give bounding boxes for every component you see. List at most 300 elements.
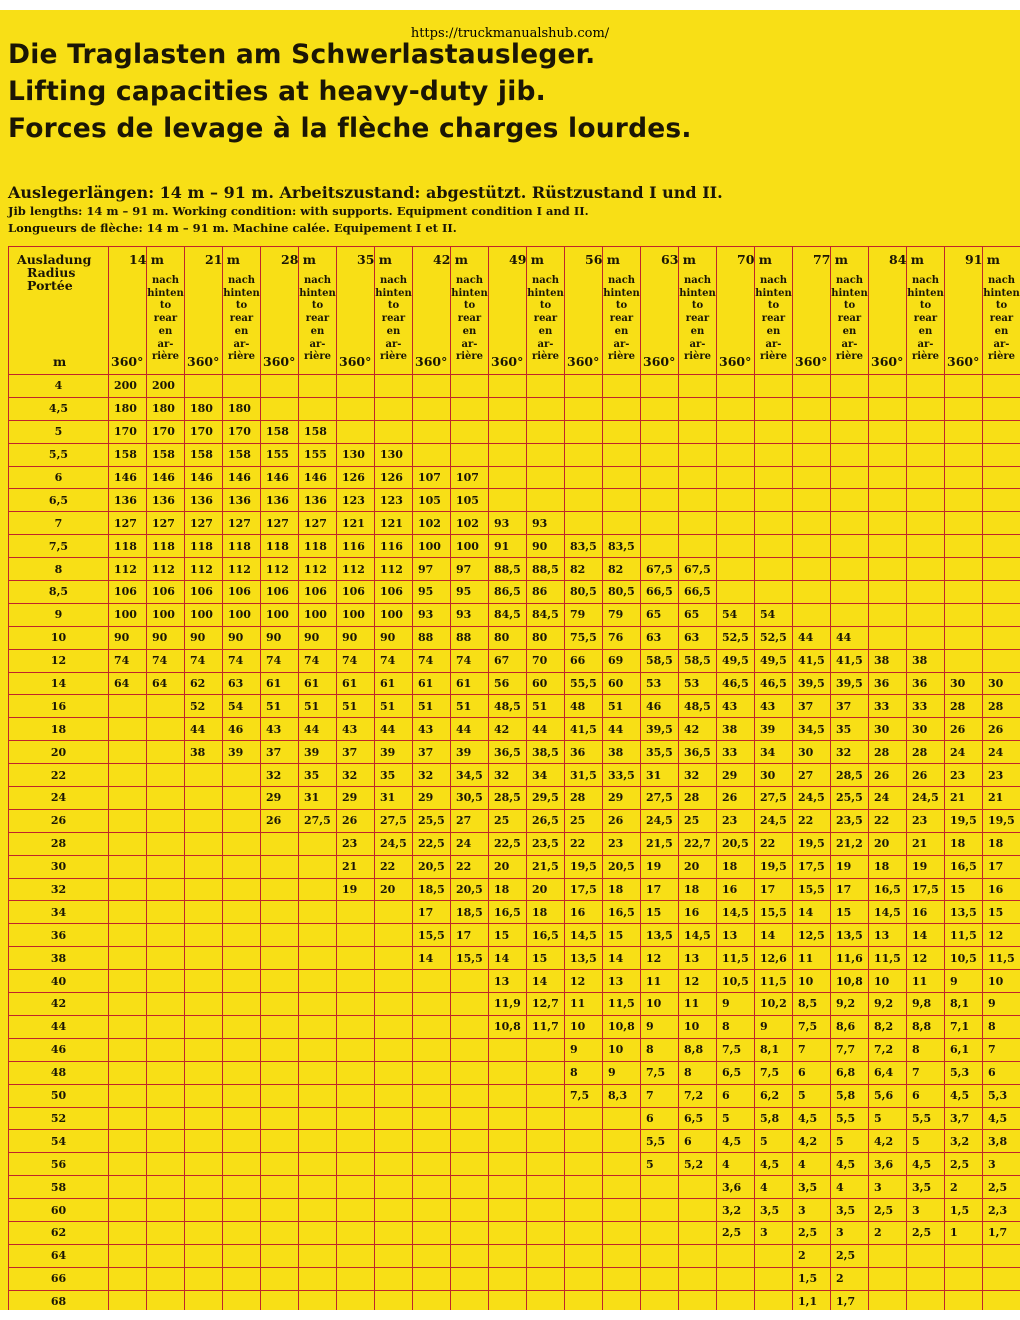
jib-360-header bbox=[185, 247, 240, 375]
capacity-cell bbox=[337, 924, 375, 947]
capacity-cell bbox=[413, 1244, 451, 1267]
capacity-cell bbox=[185, 1267, 223, 1290]
capacity-cell: 180 bbox=[185, 397, 223, 420]
capacity-cell bbox=[679, 535, 717, 558]
rear-word: ar- bbox=[157, 338, 174, 350]
capacity-cell bbox=[109, 1061, 147, 1084]
capacity-cell: 112 bbox=[299, 558, 337, 581]
capacity-cell: 74 bbox=[299, 649, 337, 672]
rear-word: rière bbox=[987, 351, 1016, 363]
capacity-cell bbox=[565, 1176, 603, 1199]
capacity-cell: 76 bbox=[603, 626, 641, 649]
capacity-cell: 9,8 bbox=[907, 993, 945, 1016]
capacity-cell bbox=[945, 420, 983, 443]
capacity-cell bbox=[907, 375, 945, 398]
rear-word: ar- bbox=[689, 338, 706, 350]
jib-360-header bbox=[109, 247, 164, 375]
capacity-cell bbox=[299, 1290, 337, 1310]
capacity-cell bbox=[603, 1153, 641, 1176]
capacity-cell: 158 bbox=[147, 443, 185, 466]
capacity-cell: 2,5 bbox=[983, 1176, 1020, 1199]
capacity-cell: 12 bbox=[641, 947, 679, 970]
capacity-cell: 60 bbox=[527, 672, 565, 695]
rear-word: rière bbox=[303, 351, 332, 363]
capacity-cell bbox=[413, 443, 451, 466]
capacity-cell bbox=[375, 924, 413, 947]
capacity-cell: 16 bbox=[565, 901, 603, 924]
capacity-cell: 67,5 bbox=[641, 558, 679, 581]
capacity-cell bbox=[147, 695, 185, 718]
capacity-cell bbox=[147, 809, 185, 832]
capacity-cell: 23 bbox=[717, 809, 755, 832]
capacity-cell: 12,5 bbox=[793, 924, 831, 947]
capacity-cell: 19 bbox=[641, 855, 679, 878]
capacity-cell bbox=[793, 443, 831, 466]
capacity-cell: 80,5 bbox=[565, 581, 603, 604]
capacity-cell bbox=[983, 603, 1020, 626]
capacity-cell: 200 bbox=[109, 375, 147, 398]
capacity-cell bbox=[831, 489, 869, 512]
capacity-cell bbox=[185, 787, 223, 810]
capacity-cell: 2 bbox=[869, 1221, 907, 1244]
capacity-cell: 35 bbox=[375, 764, 413, 787]
capacity-cell: 30 bbox=[945, 672, 983, 695]
radius-cell: 24 bbox=[9, 787, 109, 810]
capacity-cell bbox=[413, 375, 451, 398]
capacity-cell: 97 bbox=[451, 558, 489, 581]
capacity-cell bbox=[755, 535, 793, 558]
capacity-cell: 83,5 bbox=[603, 535, 641, 558]
capacity-cell bbox=[793, 581, 831, 604]
rear-word: rière bbox=[531, 351, 560, 363]
capacity-cell: 127 bbox=[109, 512, 147, 535]
capacity-cell: 39 bbox=[375, 741, 413, 764]
capacity-cell: 8 bbox=[717, 1015, 755, 1038]
capacity-cell bbox=[147, 855, 185, 878]
radius-cell: 36 bbox=[9, 924, 109, 947]
capacity-cell: 20,5 bbox=[413, 855, 451, 878]
capacity-cell: 7 bbox=[641, 1084, 679, 1107]
radius-cell: 6,5 bbox=[9, 489, 109, 512]
capacity-cell: 7,5 bbox=[641, 1061, 679, 1084]
rear-word: en bbox=[614, 325, 629, 337]
table-row bbox=[9, 901, 1020, 924]
jib-rear-header bbox=[527, 247, 565, 375]
capacity-cell bbox=[299, 993, 337, 1016]
radius-cell: 7,5 bbox=[9, 535, 109, 558]
radius-cell: 26 bbox=[9, 809, 109, 832]
capacity-cell: 74 bbox=[223, 649, 261, 672]
capacity-cell bbox=[337, 420, 375, 443]
capacity-cell: 29 bbox=[603, 787, 641, 810]
capacity-cell bbox=[185, 855, 223, 878]
table-row bbox=[9, 466, 1020, 489]
capacity-cell: 7 bbox=[907, 1061, 945, 1084]
capacity-cell: 106 bbox=[299, 581, 337, 604]
radius-header bbox=[9, 247, 109, 375]
capacity-cell: 11,5 bbox=[869, 947, 907, 970]
capacity-cell: 19 bbox=[907, 855, 945, 878]
capacity-cell bbox=[109, 901, 147, 924]
capacity-cell bbox=[261, 1153, 299, 1176]
capacity-cell: 127 bbox=[299, 512, 337, 535]
capacity-cell bbox=[945, 649, 983, 672]
capacity-cell bbox=[261, 397, 299, 420]
radius-cell: 28 bbox=[9, 832, 109, 855]
rear-word: hinten bbox=[375, 287, 412, 299]
rear-word: nach bbox=[379, 275, 408, 286]
capacity-cell: 16 bbox=[983, 878, 1020, 901]
capacity-cell: 24,5 bbox=[641, 809, 679, 832]
capacity-cell: 180 bbox=[147, 397, 185, 420]
capacity-cell bbox=[299, 375, 337, 398]
capacity-cell bbox=[223, 1244, 261, 1267]
capacity-cell: 10,8 bbox=[603, 1015, 641, 1038]
capacity-cell bbox=[489, 397, 527, 420]
capacity-cell bbox=[489, 1199, 527, 1222]
capacity-cell bbox=[717, 512, 755, 535]
jib-360-header bbox=[261, 247, 316, 375]
capacity-cell bbox=[869, 375, 907, 398]
capacity-cell bbox=[679, 443, 717, 466]
capacity-cell: 26 bbox=[869, 764, 907, 787]
capacity-cell: 8 bbox=[907, 1038, 945, 1061]
capacity-cell: 106 bbox=[185, 581, 223, 604]
jib-length-label: 42 m bbox=[433, 252, 468, 267]
capacity-cell: 66,5 bbox=[641, 581, 679, 604]
capacity-cell: 6,1 bbox=[945, 1038, 983, 1061]
capacity-cell: 30,5 bbox=[451, 787, 489, 810]
capacity-cell: 8 bbox=[641, 1038, 679, 1061]
capacity-cell: 10,8 bbox=[831, 970, 869, 993]
capacity-cell: 5,3 bbox=[983, 1084, 1020, 1107]
capacity-cell: 13,5 bbox=[641, 924, 679, 947]
capacity-cell: 3,5 bbox=[793, 1176, 831, 1199]
capacity-cell bbox=[147, 741, 185, 764]
capacity-cell: 18 bbox=[527, 901, 565, 924]
jib-length-label: 70 m bbox=[737, 252, 772, 267]
capacity-cell: 146 bbox=[185, 466, 223, 489]
rear-word: nach bbox=[835, 275, 864, 286]
rear-word: en bbox=[462, 325, 477, 337]
capacity-cell bbox=[717, 581, 755, 604]
capacity-cell: 36,5 bbox=[679, 741, 717, 764]
rear-word: rear bbox=[761, 313, 786, 325]
capacity-cell bbox=[793, 535, 831, 558]
capacity-cell bbox=[907, 1267, 945, 1290]
capacity-cell bbox=[565, 1153, 603, 1176]
capacity-cell bbox=[147, 1130, 185, 1153]
capacity-cell: 7,5 bbox=[755, 1061, 793, 1084]
capacity-cell: 100 bbox=[337, 603, 375, 626]
capacity-cell: 62 bbox=[185, 672, 223, 695]
rear-word: ar- bbox=[461, 338, 478, 350]
capacity-cell: 1,5 bbox=[945, 1199, 983, 1222]
capacity-cell bbox=[261, 878, 299, 901]
radius-cell: 30 bbox=[9, 855, 109, 878]
capacity-cell: 12 bbox=[565, 970, 603, 993]
capacity-cell: 14 bbox=[603, 947, 641, 970]
capacity-cell bbox=[147, 947, 185, 970]
capacity-cell bbox=[451, 397, 489, 420]
capacity-cell bbox=[489, 1290, 527, 1310]
capacity-cell: 127 bbox=[261, 512, 299, 535]
rear-word: nach bbox=[911, 275, 940, 286]
capacity-cell: 18,5 bbox=[451, 901, 489, 924]
capacity-cell bbox=[755, 581, 793, 604]
capacity-cell: 20,5 bbox=[451, 878, 489, 901]
table-row bbox=[9, 787, 1020, 810]
capacity-cell bbox=[337, 1038, 375, 1061]
capacity-cell: 64 bbox=[147, 672, 185, 695]
jib-360-header bbox=[869, 247, 924, 375]
capacity-cell bbox=[261, 970, 299, 993]
capacity-cell bbox=[261, 1084, 299, 1107]
capacity-cell bbox=[261, 993, 299, 1016]
capacity-cell: 90 bbox=[299, 626, 337, 649]
capacity-cell bbox=[717, 375, 755, 398]
jib-rear-header bbox=[375, 247, 413, 375]
capacity-cell: 61 bbox=[451, 672, 489, 695]
capacity-cell: 11,5 bbox=[717, 947, 755, 970]
jib-length-label: 84 m bbox=[889, 252, 924, 267]
capacity-cell bbox=[337, 1130, 375, 1153]
radius-cell: 68 bbox=[9, 1290, 109, 1310]
capacity-cell: 3,2 bbox=[717, 1199, 755, 1222]
capacity-cell: 18 bbox=[489, 878, 527, 901]
capacity-cell: 36 bbox=[869, 672, 907, 695]
capacity-cell: 30 bbox=[793, 741, 831, 764]
capacity-cell: 106 bbox=[337, 581, 375, 604]
capacity-cell: 66 bbox=[565, 649, 603, 672]
capacity-cell bbox=[185, 809, 223, 832]
table-row bbox=[9, 741, 1020, 764]
capacity-cell bbox=[603, 1176, 641, 1199]
radius-cell: 20 bbox=[9, 741, 109, 764]
capacity-cell bbox=[261, 947, 299, 970]
capacity-cell: 3 bbox=[793, 1199, 831, 1222]
capacity-cell: 123 bbox=[375, 489, 413, 512]
capacity-cell bbox=[907, 512, 945, 535]
capacity-cell: 46,5 bbox=[755, 672, 793, 695]
capacity-cell: 118 bbox=[261, 535, 299, 558]
capacity-cell bbox=[413, 1290, 451, 1310]
capacity-cell bbox=[413, 397, 451, 420]
capacity-cell bbox=[413, 1015, 451, 1038]
capacity-cell: 158 bbox=[299, 420, 337, 443]
capacity-cell bbox=[641, 420, 679, 443]
capacity-cell: 67 bbox=[489, 649, 527, 672]
capacity-cell: 95 bbox=[413, 581, 451, 604]
capacity-cell bbox=[261, 832, 299, 855]
capacity-cell bbox=[109, 741, 147, 764]
capacity-cell bbox=[793, 375, 831, 398]
capacity-cell: 15 bbox=[641, 901, 679, 924]
capacity-cell: 15,5 bbox=[413, 924, 451, 947]
capacity-cell: 14 bbox=[793, 901, 831, 924]
capacity-cell: 51 bbox=[603, 695, 641, 718]
capacity-cell bbox=[413, 1199, 451, 1222]
capacity-cell: 80 bbox=[489, 626, 527, 649]
capacity-cell bbox=[945, 1267, 983, 1290]
capacity-cell bbox=[831, 603, 869, 626]
capacity-cell bbox=[337, 1084, 375, 1107]
capacity-cell bbox=[755, 512, 793, 535]
capacity-cell: 5,6 bbox=[869, 1084, 907, 1107]
capacity-cell bbox=[983, 1290, 1020, 1310]
capacity-cell: 63 bbox=[641, 626, 679, 649]
capacity-cell: 84,5 bbox=[527, 603, 565, 626]
table-row bbox=[9, 581, 1020, 604]
capacity-cell bbox=[147, 1267, 185, 1290]
rear-word: rear bbox=[153, 313, 178, 325]
capacity-cell bbox=[489, 1244, 527, 1267]
table-row bbox=[9, 1267, 1020, 1290]
capacity-cell bbox=[527, 1107, 565, 1130]
capacity-cell: 126 bbox=[375, 466, 413, 489]
capacity-cell bbox=[679, 397, 717, 420]
capacity-cell bbox=[451, 1061, 489, 1084]
col-rear-label bbox=[147, 275, 184, 364]
capacity-cell: 5 bbox=[793, 1084, 831, 1107]
capacity-cell bbox=[223, 832, 261, 855]
capacity-cell bbox=[717, 1244, 755, 1267]
capacity-cell: 13 bbox=[603, 970, 641, 993]
capacity-cell: 29 bbox=[337, 787, 375, 810]
capacity-cell bbox=[147, 878, 185, 901]
capacity-cell bbox=[679, 375, 717, 398]
capacity-cell bbox=[451, 1244, 489, 1267]
capacity-cell: 29 bbox=[717, 764, 755, 787]
capacity-cell bbox=[337, 1061, 375, 1084]
capacity-cell bbox=[451, 1267, 489, 1290]
capacity-cell: 16,5 bbox=[603, 901, 641, 924]
capacity-cell: 46,5 bbox=[717, 672, 755, 695]
capacity-cell: 26 bbox=[261, 809, 299, 832]
capacity-cell: 29 bbox=[261, 787, 299, 810]
document-page bbox=[0, 10, 1020, 1310]
capacity-cell bbox=[869, 397, 907, 420]
radius-cell: 52 bbox=[9, 1107, 109, 1130]
capacity-cell bbox=[109, 878, 147, 901]
capacity-cell bbox=[223, 1015, 261, 1038]
capacity-cell bbox=[375, 970, 413, 993]
capacity-cell bbox=[223, 1199, 261, 1222]
capacity-cell bbox=[375, 1244, 413, 1267]
rear-word: to bbox=[995, 300, 1008, 312]
capacity-cell bbox=[717, 397, 755, 420]
radius-cell: 50 bbox=[9, 1084, 109, 1107]
capacity-cell bbox=[565, 375, 603, 398]
capacity-cell bbox=[945, 466, 983, 489]
col-360-label: 360° bbox=[339, 354, 372, 369]
capacity-cell: 51 bbox=[261, 695, 299, 718]
capacity-cell bbox=[869, 512, 907, 535]
capacity-cell: 36 bbox=[565, 741, 603, 764]
capacity-cell: 80 bbox=[527, 626, 565, 649]
capacity-cell bbox=[261, 1290, 299, 1310]
capacity-cell: 54 bbox=[755, 603, 793, 626]
capacity-cell: 112 bbox=[375, 558, 413, 581]
capacity-cell: 16 bbox=[679, 901, 717, 924]
jib-rear-header bbox=[147, 247, 185, 375]
capacity-cell: 17 bbox=[983, 855, 1020, 878]
capacity-cell: 126 bbox=[337, 466, 375, 489]
rear-word: to bbox=[387, 300, 400, 312]
capacity-cell: 49,5 bbox=[717, 649, 755, 672]
table-row bbox=[9, 603, 1020, 626]
capacity-cell: 146 bbox=[109, 466, 147, 489]
subtitle-german: Auslegerlängen: 14 m – 91 m. Arbeitszustand: abgestützt. Rüstzustand I und II. bbox=[8, 183, 723, 202]
capacity-cell: 106 bbox=[109, 581, 147, 604]
capacity-cell bbox=[565, 1267, 603, 1290]
capacity-cell: 8 bbox=[565, 1061, 603, 1084]
capacity-cell: 30 bbox=[983, 672, 1020, 695]
capacity-cell: 14 bbox=[413, 947, 451, 970]
capacity-cell: 49,5 bbox=[755, 649, 793, 672]
capacity-cell bbox=[755, 1244, 793, 1267]
capacity-cell: 95 bbox=[451, 581, 489, 604]
capacity-cell: 100 bbox=[109, 603, 147, 626]
capacity-cell: 19,5 bbox=[793, 832, 831, 855]
rear-word: en bbox=[310, 325, 325, 337]
capacity-cell bbox=[907, 1290, 945, 1310]
capacity-cell bbox=[375, 420, 413, 443]
capacity-cell bbox=[489, 375, 527, 398]
capacity-cell bbox=[565, 1290, 603, 1310]
radius-cell: 64 bbox=[9, 1244, 109, 1267]
capacity-cell: 1,1 bbox=[793, 1290, 831, 1310]
capacity-cell bbox=[109, 1038, 147, 1061]
capacity-cell: 24 bbox=[983, 741, 1020, 764]
rear-word: en bbox=[766, 325, 781, 337]
capacity-cell: 155 bbox=[261, 443, 299, 466]
jib-360-header bbox=[489, 247, 544, 375]
capacity-cell bbox=[147, 1061, 185, 1084]
capacity-cell: 21,5 bbox=[641, 832, 679, 855]
capacity-cell bbox=[489, 489, 527, 512]
rear-word: rear bbox=[609, 313, 634, 325]
capacity-cell: 32 bbox=[831, 741, 869, 764]
capacity-cell: 27,5 bbox=[299, 809, 337, 832]
capacity-cell bbox=[299, 1199, 337, 1222]
capacity-cell bbox=[109, 1267, 147, 1290]
capacity-cell: 26 bbox=[907, 764, 945, 787]
rear-word: hinten bbox=[147, 287, 184, 299]
capacity-cell bbox=[603, 1244, 641, 1267]
capacity-cell bbox=[907, 581, 945, 604]
col-360-label: 360° bbox=[871, 354, 904, 369]
capacity-cell bbox=[945, 397, 983, 420]
rear-word: rière bbox=[227, 351, 256, 363]
capacity-cell: 10 bbox=[983, 970, 1020, 993]
capacity-cell bbox=[147, 1107, 185, 1130]
capacity-cell bbox=[261, 1015, 299, 1038]
capacity-cell: 25 bbox=[679, 809, 717, 832]
capacity-cell: 97 bbox=[413, 558, 451, 581]
capacity-cell bbox=[907, 1244, 945, 1267]
capacity-cell bbox=[299, 1130, 337, 1153]
capacity-cell: 21 bbox=[337, 855, 375, 878]
capacity-cell: 38,5 bbox=[527, 741, 565, 764]
capacity-cell bbox=[603, 1130, 641, 1153]
capacity-cell: 20,5 bbox=[603, 855, 641, 878]
capacity-cell bbox=[299, 1084, 337, 1107]
jib-length-label: 49 m bbox=[509, 252, 544, 267]
capacity-cell: 41,5 bbox=[831, 649, 869, 672]
capacity-cell: 86,5 bbox=[489, 581, 527, 604]
radius-cell: 22 bbox=[9, 764, 109, 787]
